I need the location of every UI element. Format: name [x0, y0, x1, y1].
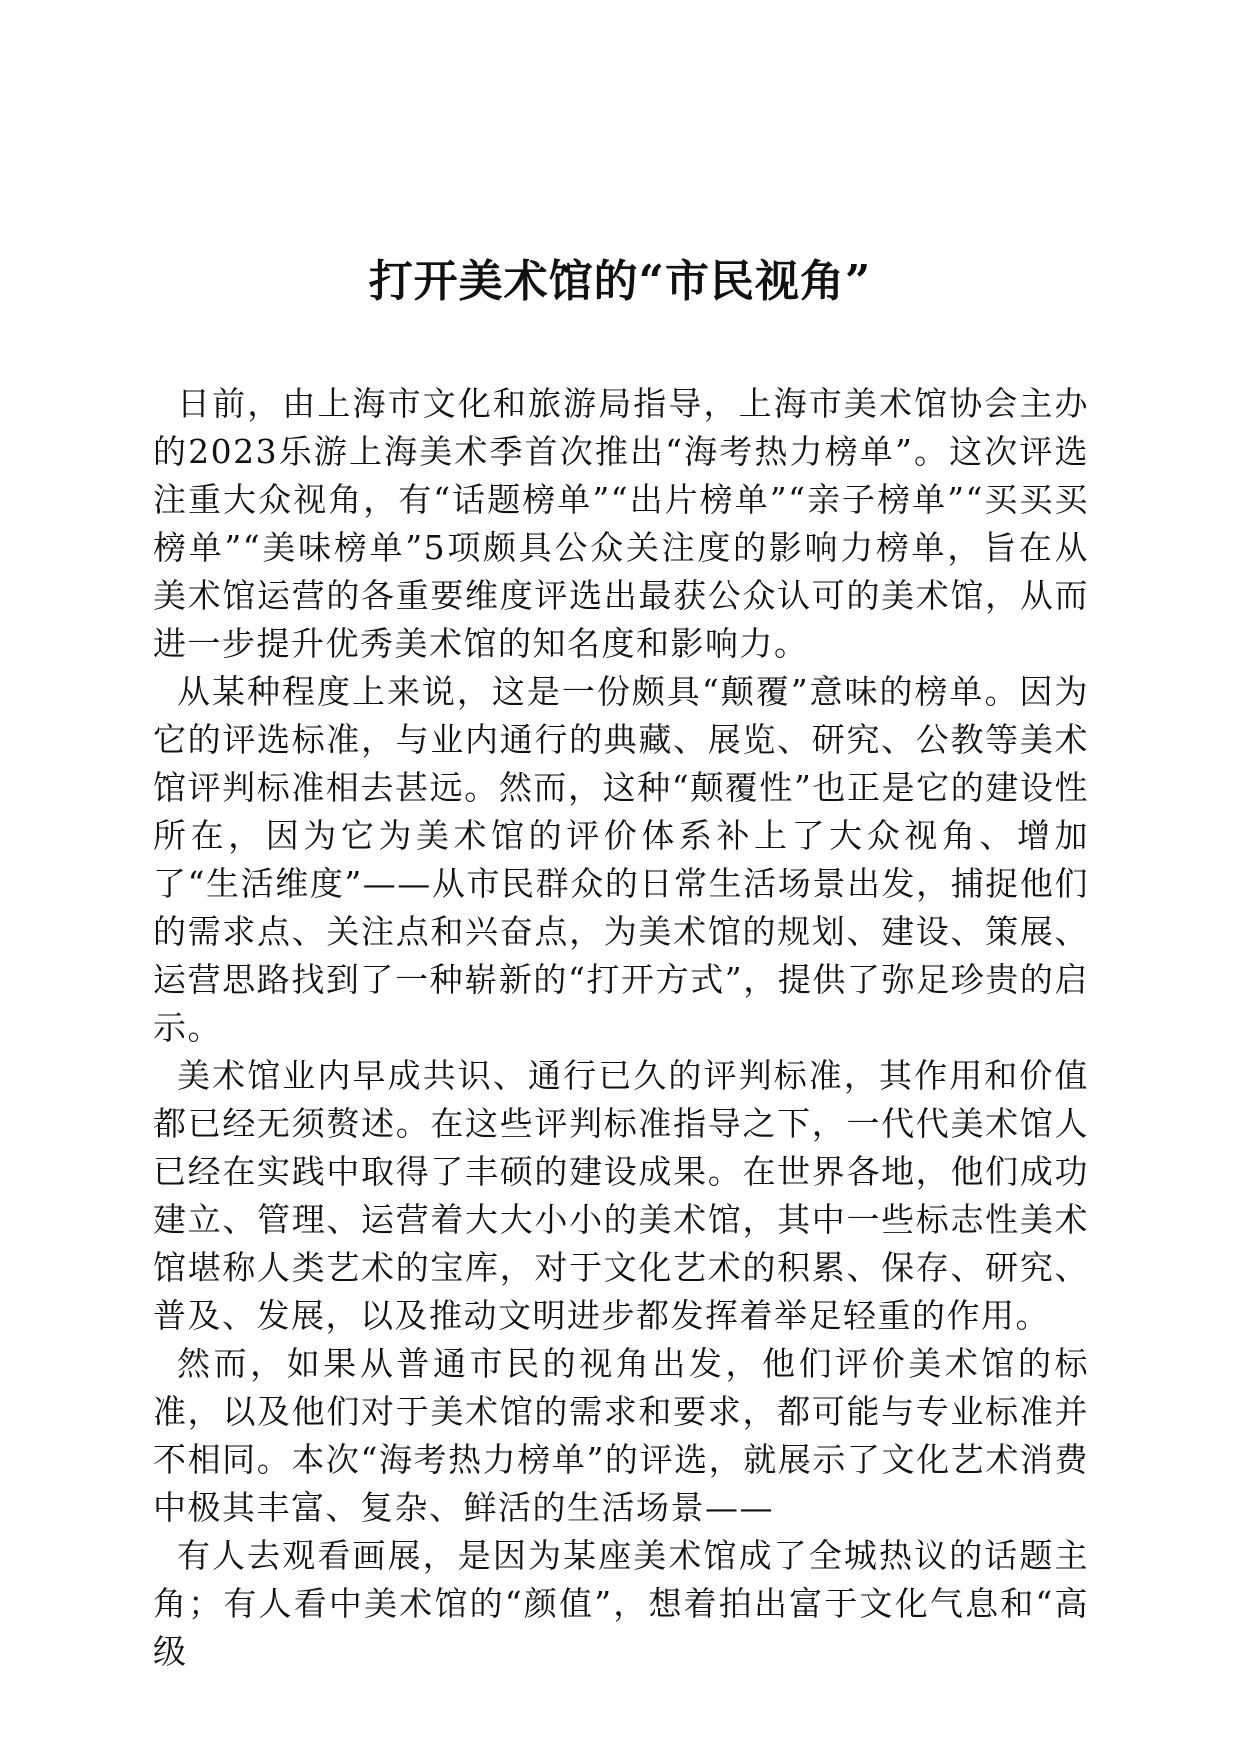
paragraph: 美术馆业内早成共识、通行已久的评判标准，其作用和价值都已经无须赘述。在这些评判标准指导之下，一代代美术馆人已经在实践中取得了丰硕的建设成果。在世界各地，他们成功建立、管理、运营着大大小小的美术馆，其中一些标志性美术馆堪称人类艺术的宝库，对于文化艺术的积累、保存、研究、普及、发展，以及推动文明进步都发挥着举足轻重的作用。 [153, 1056, 1089, 1335]
paragraph: 从某种程度上来说，这是一份颇具“颠覆”意味的榜单。因为它的评选标准，与业内通行的典藏、展览、研究、公教等美术馆评判标准相去甚远。然而，这种“颠覆性”也正是它的建设性所在，因为它为美术馆的评价体系补上了大众视角、增加了“生活维度”——从市民群众的日常生活场景出发，捕捉他们的需求点、关注点和兴奋点，为美术馆的规划、建设、策展、运营思路找到了一种崭新的“打开方式”，提供了弥足珍贵的启示。 [153, 672, 1089, 1047]
article-body [153, 380, 1089, 1676]
paragraph: 日前，由上海市文化和旅游局指导，上海市美术馆协会主办的2023乐游上海美术季首次推出“海考热力榜单”。这次评选注重大众视角，有“话题榜单”“出片榜单”“亲子榜单”“买买买榜单”“美味榜单”5项颇具公众关注度的影响力榜单，旨在从美术馆运营的各重要维度评选出最获公众认可的美术馆，从而进一步提升优秀美术馆的知名度和影响力。 [153, 384, 1089, 663]
article-title: 打开美术馆的“市民视角” [368, 256, 872, 307]
paragraph: 然而，如果从普通市民的视角出发，他们评价美术馆的标准，以及他们对于美术馆的需求和要求，都可能与专业标准并不相同。本次“海考热力榜单”的评选，就展示了文化艺术消费中极其丰富、复杂、鲜活的生活场景—— [153, 1344, 1089, 1527]
paragraph: 有人去观看画展，是因为某座美术馆成了全城热议的话题主角；有人看中美术馆的“颜值”，想着拍出富于文化气息和“高级 [153, 1536, 1089, 1671]
